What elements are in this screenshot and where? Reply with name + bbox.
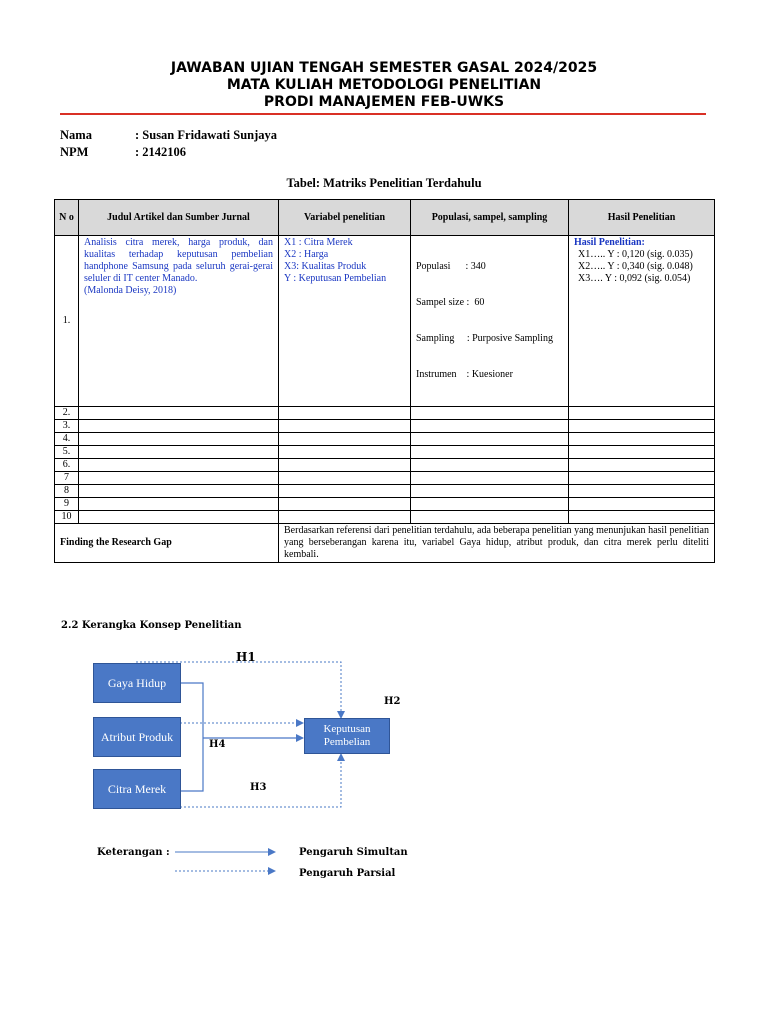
header-line-1: JAWABAN UJIAN TENGAH SEMESTER GASAL 2024/2025 — [170, 60, 598, 76]
population-line: Populasi : 340 — [416, 261, 486, 272]
instrument-line: Instrumen : Kuesioner — [416, 369, 513, 380]
box-keputusan-label: Keputusan Pembelian — [323, 723, 371, 748]
box-citra-merek-label: Citra Merek — [107, 782, 167, 796]
section-title: 2.2 Kerangka Konsep Penelitian — [61, 620, 242, 631]
variable-y: Y : Keputusan Pembelian — [284, 273, 387, 284]
result-x1: X1….. Y : 0,120 (sig. 0.035) — [578, 249, 693, 260]
label-h2: H2 — [384, 696, 401, 707]
col-header-no: N o — [55, 200, 79, 236]
result-x2: X2….. Y : 0,340 (sig. 0.048) — [578, 261, 693, 272]
box-gaya-hidup — [93, 663, 181, 703]
col-header-hasil: Hasil Penelitian — [569, 200, 715, 236]
variable-x2: X2 : Harga — [284, 249, 329, 260]
article-source: (Malonda Deisy, 2018) — [84, 285, 177, 296]
col-header-judul: Judul Artikel dan Sumber Jurnal — [79, 200, 279, 236]
row-number: 7 — [55, 472, 79, 485]
col-header-populasi: Populasi, sampel, sampling — [411, 200, 569, 236]
row-number: 6. — [55, 459, 79, 472]
nama-label: Nama — [60, 128, 92, 142]
row-number: 9 — [55, 498, 79, 511]
variable-x3: X3: Kualitas Produk — [284, 261, 367, 272]
table-caption: Tabel: Matriks Penelitian Terdahulu — [286, 176, 482, 190]
row-number: 4. — [55, 433, 79, 446]
label-h1: H1 — [236, 650, 256, 664]
article-title: Analisis citra merek, harga produk, dan kualitas terhadap keputusan pembelian handphone Samsung pada seluruh gerai-gerai seluler di IT center Manado. — [84, 237, 273, 284]
row-number: 10 — [55, 511, 79, 524]
npm-label: NPM — [60, 145, 89, 159]
sample-size-line: Sampel size : 60 — [416, 297, 485, 308]
box-citra-merek — [93, 769, 181, 809]
npm-value: : 2142106 — [135, 145, 187, 159]
row-number: 8 — [55, 485, 79, 498]
research-gap-text: Berdasarkan referensi dari penelitian terdahulu, ada beberapa penelitian yang menunjukan hasil penelitian yang berseberangan karena itu, variabel Gaya hidup, atribut produk, dan citra merek perlu diteliti kembali. — [279, 524, 715, 563]
row-number: 1. — [55, 236, 79, 407]
header-line-3: PRODI MANAJEMEN FEB-UWKS — [263, 94, 505, 110]
col-header-variabel: Variabel penelitian — [279, 200, 411, 236]
h4-bracket — [180, 683, 203, 791]
box-keputusan-pembelian — [304, 718, 390, 754]
label-h3: H3 — [250, 782, 267, 793]
variable-x1: X1 : Citra Merek — [284, 237, 353, 248]
box-gaya-hidup-label: Gaya Hidup — [107, 676, 167, 690]
header-line-2: MATA KULIAH METODOLOGI PENELITIAN — [226, 77, 542, 93]
row-number: 3. — [55, 420, 79, 433]
results-heading: Hasil Penelitian: — [574, 237, 645, 248]
box-atribut-produk — [93, 717, 181, 757]
row-number: 5. — [55, 446, 79, 459]
legend-simultan-text: Pengaruh Simultan — [299, 847, 408, 858]
box-atribut-produk-label: Atribut Produk — [100, 730, 174, 744]
result-x3: X3…. Y : 0,092 (sig. 0.054) — [578, 273, 691, 284]
legend-label: Keterangan : — [97, 847, 170, 858]
label-h4: H4 — [209, 739, 226, 750]
nama-value: : Susan Fridawati Sunjaya — [135, 128, 278, 142]
legend-parsial-text: Pengaruh Parsial — [299, 868, 396, 879]
sampling-line: Sampling : Purposive Sampling — [416, 333, 553, 344]
research-gap-label: Finding the Research Gap — [55, 524, 279, 563]
row-number: 2. — [55, 407, 79, 420]
